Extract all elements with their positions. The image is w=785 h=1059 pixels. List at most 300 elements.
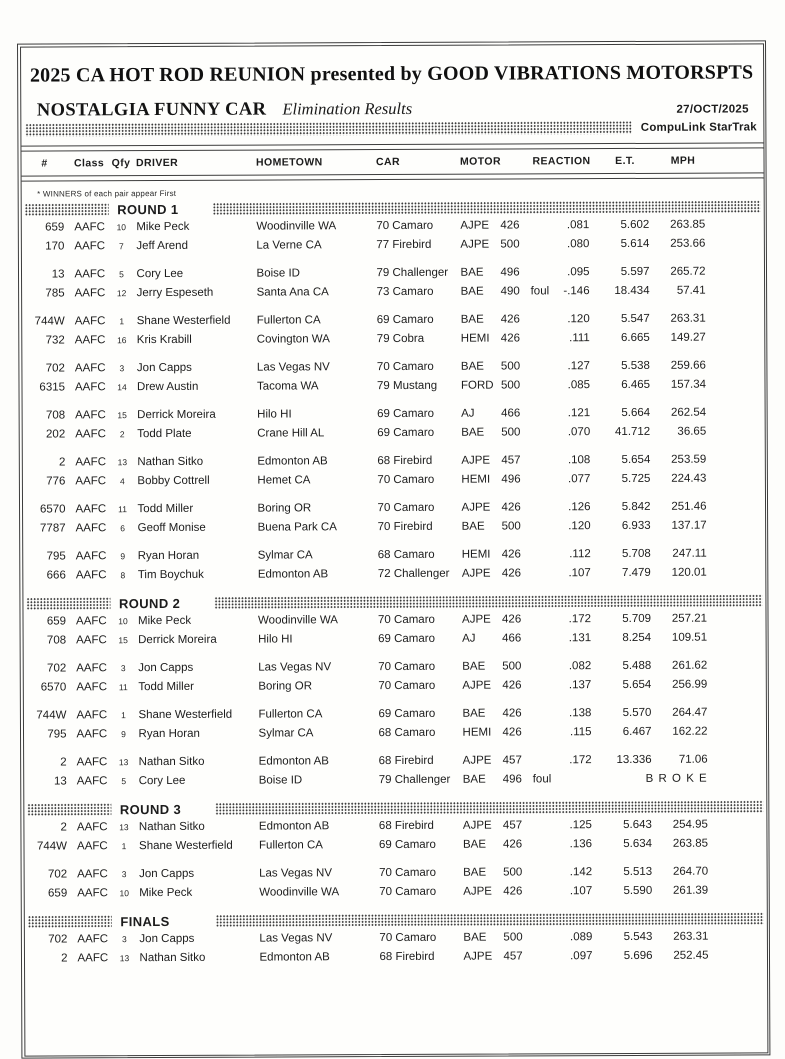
car-number-cell: 702 xyxy=(26,359,65,378)
hometown-cell: Las Vegas NV xyxy=(258,658,374,678)
et-cell: 5.602 xyxy=(593,215,649,234)
mph-cell: 264.47 xyxy=(655,703,707,722)
class-cell: AAFC xyxy=(76,566,112,585)
car-number-cell: 666 xyxy=(27,566,66,585)
motor-make: BAE xyxy=(460,263,500,282)
motor-cell xyxy=(461,451,527,470)
motor-cell xyxy=(463,928,529,947)
et-cell: 5.513 xyxy=(596,862,652,881)
car-model-cell: 68 Camaro xyxy=(378,545,458,564)
et-cell: 6.465 xyxy=(594,375,650,394)
motor-size: 426 xyxy=(502,564,521,583)
reaction-cell: -.146 xyxy=(557,282,590,301)
race-pair xyxy=(23,544,765,585)
reaction-cell: .097 xyxy=(559,947,592,966)
hometown-cell: Edmonton AB xyxy=(257,452,373,472)
car-number-cell: 732 xyxy=(26,331,65,350)
race-pair xyxy=(23,609,765,650)
motor-make: AJPE xyxy=(460,216,500,235)
qualify-cell: 5 xyxy=(110,265,132,284)
class-cell: AAFC xyxy=(77,930,113,949)
table-row xyxy=(23,628,765,650)
car-number-cell: 744W xyxy=(27,706,66,725)
motor-size: 426 xyxy=(502,545,521,564)
reaction-cell: .120 xyxy=(558,517,591,536)
qualify-cell: 7 xyxy=(110,237,132,256)
class-cell: AAFC xyxy=(74,218,110,237)
driver-cell: Ryan Horan xyxy=(138,724,254,744)
et-cell: 5.488 xyxy=(595,656,651,675)
motor-make: AJPE xyxy=(461,451,501,470)
car-number-cell: 708 xyxy=(27,631,66,650)
category-title: NOSTALGIA FUNNY CAR xyxy=(37,99,267,121)
motor-make: AJPE xyxy=(463,751,503,770)
car-number-cell: 7787 xyxy=(27,519,66,538)
driver-cell: Derrick Moreira xyxy=(138,630,254,650)
timing-system-label: CompuLink StarTrak xyxy=(641,121,757,134)
reaction-cell: .081 xyxy=(556,216,589,235)
motor-size: 496 xyxy=(501,470,520,489)
et-cell: 5.570 xyxy=(595,703,651,722)
motor-size: 457 xyxy=(503,947,522,966)
class-cell: AAFC xyxy=(76,519,112,538)
hometown-cell: Boring OR xyxy=(257,499,373,519)
car-model-cell: 79 Mustang xyxy=(377,376,457,395)
motor-cell xyxy=(462,629,528,648)
race-pair xyxy=(22,403,764,444)
et-cell: 41.712 xyxy=(594,422,650,441)
class-cell: AAFC xyxy=(75,453,111,472)
col-qfy: Qfy xyxy=(110,157,132,169)
reaction-cell: .120 xyxy=(557,310,590,329)
class-cell: AAFC xyxy=(76,612,112,631)
motor-make: AJPE xyxy=(461,498,501,517)
qualify-cell: 14 xyxy=(111,378,133,397)
qualify-cell: 3 xyxy=(113,930,135,949)
qualify-cell: 11 xyxy=(111,500,133,519)
car-model-cell: 77 Firebird xyxy=(376,235,456,254)
driver-cell: Todd Miller xyxy=(138,677,254,697)
qualify-cell: 3 xyxy=(112,659,134,678)
mph-cell: 157.34 xyxy=(654,375,706,394)
car-number-cell: 170 xyxy=(25,237,64,256)
motor-cell xyxy=(463,835,529,854)
et-cell: 5.643 xyxy=(596,815,652,834)
class-cell: AAFC xyxy=(75,378,111,397)
hometown-cell: Sylmar CA xyxy=(258,724,374,744)
et-cell: 8.254 xyxy=(595,628,651,647)
qualify-cell: 15 xyxy=(111,406,133,425)
motor-make: BAE xyxy=(461,357,501,376)
reaction-cell: .127 xyxy=(557,357,590,376)
car-number-cell: 776 xyxy=(26,472,65,491)
et-cell: 5.543 xyxy=(596,927,652,946)
qualify-cell: 11 xyxy=(112,678,134,697)
reaction-cell: .070 xyxy=(557,423,590,442)
motor-make: BAE xyxy=(463,928,503,947)
motor-cell xyxy=(463,751,529,770)
motor-cell xyxy=(463,770,529,789)
motor-cell xyxy=(462,657,528,676)
driver-cell: Bobby Cottrell xyxy=(137,471,253,491)
reaction-cell: .136 xyxy=(559,835,592,854)
qualify-cell: 15 xyxy=(112,631,134,650)
car-number-cell: 6570 xyxy=(26,500,65,519)
qualify-cell: 1 xyxy=(112,706,134,725)
table-row xyxy=(23,563,765,585)
hometown-cell: Sylmar CA xyxy=(258,546,374,566)
car-model-cell: 68 Camaro xyxy=(378,723,458,742)
race-pair xyxy=(22,309,764,350)
motor-make: AJPE xyxy=(463,816,503,835)
car-model-cell: 70 Camaro xyxy=(377,498,457,517)
hometown-cell: Hemet CA xyxy=(257,471,373,491)
class-cell: AAFC xyxy=(77,865,113,884)
mph-cell: 265.72 xyxy=(653,262,705,281)
car-number-cell: 795 xyxy=(27,725,66,744)
race-pair xyxy=(21,215,763,256)
mph-cell: 251.46 xyxy=(654,497,706,516)
driver-cell: Shane Westerfield xyxy=(138,705,254,725)
motor-size: 500 xyxy=(502,517,521,536)
mph-cell: 264.70 xyxy=(656,862,708,881)
et-cell: 5.725 xyxy=(594,469,650,488)
motor-cell xyxy=(462,545,528,564)
car-number-cell: 708 xyxy=(26,406,65,425)
driver-cell: Geoff Monise xyxy=(138,518,254,538)
table-row xyxy=(23,516,765,538)
et-cell: 5.614 xyxy=(593,234,649,253)
et-cell: 5.708 xyxy=(595,544,651,563)
hometown-cell: Fullerton CA xyxy=(259,836,375,856)
round-header xyxy=(27,800,763,816)
et-cell: 6.467 xyxy=(595,722,651,741)
reaction-cell: .077 xyxy=(557,470,590,489)
mph-cell: 149.27 xyxy=(654,328,706,347)
round-section xyxy=(24,912,766,968)
driver-cell: Nathan Sitko xyxy=(139,817,255,837)
motor-make: HEMI xyxy=(462,545,502,564)
hometown-cell: Covington WA xyxy=(257,330,373,350)
qualify-cell: 6 xyxy=(112,519,134,538)
motor-make: BAE xyxy=(463,770,503,789)
round-header xyxy=(26,594,762,610)
car-number-cell: 702 xyxy=(27,659,66,678)
hometown-cell: Fullerton CA xyxy=(257,311,373,331)
mph-cell: 224.43 xyxy=(654,469,706,488)
car-model-cell: 69 Camaro xyxy=(378,704,458,723)
motor-make: HEMI xyxy=(461,470,501,489)
motor-size: 426 xyxy=(502,723,521,742)
reaction-cell: .107 xyxy=(558,564,591,583)
motor-size: 500 xyxy=(501,423,520,442)
class-cell: AAFC xyxy=(75,312,111,331)
qualify-cell: 5 xyxy=(113,772,135,791)
motor-cell xyxy=(461,357,527,376)
reaction-cell: .137 xyxy=(558,676,591,695)
hometown-cell: Edmonton AB xyxy=(259,752,375,772)
mph-cell: 263.85 xyxy=(656,834,708,853)
driver-cell: Jon Capps xyxy=(139,864,255,884)
foul-flag-cell: foul xyxy=(533,770,559,789)
driver-cell: Tim Boychuk xyxy=(138,565,254,585)
class-cell: AAFC xyxy=(76,725,112,744)
car-number-cell: 202 xyxy=(26,425,65,444)
motor-cell xyxy=(462,517,528,536)
col-mph: MPH xyxy=(657,154,709,166)
et-cell: 5.597 xyxy=(593,262,649,281)
class-cell: AAFC xyxy=(76,659,112,678)
timing-row xyxy=(25,120,757,137)
hometown-cell: Hilo HI xyxy=(257,405,373,425)
motor-size: 500 xyxy=(502,657,521,676)
driver-cell: Cory Lee xyxy=(139,771,255,791)
driver-cell: Jeff Arend xyxy=(136,236,252,256)
motor-make: AJPE xyxy=(460,235,500,254)
motor-size: 426 xyxy=(501,498,520,517)
motor-size: 426 xyxy=(503,835,522,854)
class-cell: AAFC xyxy=(75,406,111,425)
motor-make: AJ xyxy=(462,629,502,648)
dotted-separator xyxy=(212,200,760,214)
driver-cell: Todd Miller xyxy=(137,499,253,519)
motor-cell xyxy=(461,404,527,423)
race-pair xyxy=(23,656,765,697)
reaction-cell: .111 xyxy=(557,329,590,348)
car-model-cell: 70 Camaro xyxy=(378,657,458,676)
table-row xyxy=(22,328,764,350)
mph-cell: 71.06 xyxy=(656,750,708,769)
qualify-cell: 2 xyxy=(111,425,133,444)
et-cell: 5.664 xyxy=(594,403,650,422)
mph-cell: 120.01 xyxy=(655,563,707,582)
qualify-cell: 9 xyxy=(112,547,134,566)
motor-make: AJPE xyxy=(462,610,502,629)
motor-make: BAE xyxy=(463,835,503,854)
car-model-cell: 79 Challenger xyxy=(379,770,459,789)
col-reaction: REACTION xyxy=(530,155,593,167)
driver-cell: Jerry Espeseth xyxy=(137,283,253,303)
motor-size: 490 xyxy=(501,282,520,301)
class-cell: AAFC xyxy=(77,949,113,968)
et-cell: 5.654 xyxy=(594,450,650,469)
hometown-cell: Hilo HI xyxy=(258,630,374,650)
class-cell: AAFC xyxy=(75,425,111,444)
event-date: 27/OCT/2025 xyxy=(676,103,748,115)
reaction-cell: .172 xyxy=(558,610,591,629)
et-cell: 5.654 xyxy=(595,675,651,694)
results-sheet xyxy=(20,43,768,1056)
motor-size: 426 xyxy=(502,704,521,723)
mph-cell: 257.21 xyxy=(655,609,707,628)
qualify-cell: 3 xyxy=(111,359,133,378)
class-cell: AAFC xyxy=(75,472,111,491)
qualify-cell: 13 xyxy=(113,753,135,772)
motor-size: 426 xyxy=(500,216,519,235)
qualify-cell: 13 xyxy=(111,453,133,472)
race-pair xyxy=(24,927,766,968)
motor-size: 426 xyxy=(502,676,521,695)
table-row xyxy=(21,234,763,256)
et-cell: 5.538 xyxy=(594,356,650,375)
mph-cell: 263.31 xyxy=(656,927,708,946)
subtitle-row xyxy=(37,97,749,120)
et-cell: 5.547 xyxy=(594,309,650,328)
foul-flag-cell: foul xyxy=(531,282,557,301)
class-cell: AAFC xyxy=(77,884,113,903)
driver-cell: Nathan Sitko xyxy=(139,948,255,968)
hometown-cell: Boring OR xyxy=(258,677,374,697)
car-model-cell: 69 Camaro xyxy=(377,423,457,442)
mph-cell: 261.39 xyxy=(656,881,708,900)
motor-make: BAE xyxy=(461,310,501,329)
hometown-cell: Edmonton AB xyxy=(259,948,375,968)
class-cell: AAFC xyxy=(75,500,111,519)
qualify-cell: 8 xyxy=(112,566,134,585)
table-row xyxy=(23,722,765,744)
motor-cell xyxy=(461,498,527,517)
race-pair xyxy=(21,262,763,303)
race-pair xyxy=(24,862,766,903)
motor-size: 426 xyxy=(503,882,522,901)
motor-size: 500 xyxy=(501,376,520,395)
round-label: ROUND 1 xyxy=(108,201,212,216)
mph-cell: 262.54 xyxy=(654,403,706,422)
broke-note-cell: B R O K E xyxy=(596,769,708,788)
motor-make: BAE xyxy=(461,423,501,442)
table-row xyxy=(22,281,764,303)
reaction-cell: .085 xyxy=(557,376,590,395)
col-et: E.T. xyxy=(597,154,653,166)
class-cell: AAFC xyxy=(76,631,112,650)
hometown-cell: Fullerton CA xyxy=(258,705,374,725)
round-header xyxy=(24,200,760,216)
car-number-cell: 702 xyxy=(28,930,67,949)
motor-cell xyxy=(461,329,527,348)
class-cell: AAFC xyxy=(75,359,111,378)
et-cell: 18.434 xyxy=(594,281,650,300)
driver-cell: Drew Austin xyxy=(137,377,253,397)
table-row xyxy=(24,946,766,968)
motor-make: AJPE xyxy=(462,676,502,695)
class-cell: AAFC xyxy=(77,772,113,791)
hometown-cell: Woodinville WA xyxy=(256,217,372,237)
car-model-cell: 79 Cobra xyxy=(377,329,457,348)
car-number-cell: 785 xyxy=(26,284,65,303)
car-number-cell: 659 xyxy=(25,218,64,237)
race-pair xyxy=(22,356,764,397)
car-number-cell: 744W xyxy=(28,837,67,856)
col-hometown: HOMETOWN xyxy=(256,156,372,169)
driver-cell: Cory Lee xyxy=(136,264,252,284)
car-model-cell: 70 Camaro xyxy=(379,863,459,882)
reaction-cell: .089 xyxy=(559,928,592,947)
page-border xyxy=(17,40,770,1058)
mph-cell: 253.66 xyxy=(653,234,705,253)
driver-cell: Ryan Horan xyxy=(138,546,254,566)
car-number-cell: 659 xyxy=(27,612,66,631)
qualify-cell: 10 xyxy=(110,218,132,237)
motor-make: BAE xyxy=(462,704,502,723)
mph-cell: 109.51 xyxy=(655,628,707,647)
dotted-separator xyxy=(24,203,108,215)
race-pair xyxy=(24,750,766,791)
motor-make: HEMI xyxy=(461,329,501,348)
mph-cell: 261.62 xyxy=(655,656,707,675)
hometown-cell: Edmonton AB xyxy=(258,565,374,585)
table-row xyxy=(22,422,764,444)
qualify-cell: 10 xyxy=(112,612,134,631)
hometown-cell: Tacoma WA xyxy=(257,377,373,397)
mph-cell: 259.66 xyxy=(654,356,706,375)
et-cell: 5.842 xyxy=(594,497,650,516)
dotted-separator xyxy=(215,912,763,926)
mph-cell: 36.65 xyxy=(654,422,706,441)
car-model-cell: 70 Camaro xyxy=(379,928,459,947)
car-number-cell: 659 xyxy=(28,884,67,903)
mph-cell: 254.95 xyxy=(656,815,708,834)
reaction-cell: .138 xyxy=(558,704,591,723)
qualify-cell: 4 xyxy=(111,472,133,491)
motor-make: BAE xyxy=(462,657,502,676)
dotted-separator xyxy=(27,915,111,927)
motor-size: 457 xyxy=(501,451,520,470)
hometown-cell: Las Vegas NV xyxy=(259,929,375,949)
mph-cell: 253.59 xyxy=(654,450,706,469)
driver-cell: Mike Peck xyxy=(136,217,252,237)
motor-make: AJPE xyxy=(463,947,503,966)
motor-cell xyxy=(460,216,526,235)
table-row xyxy=(24,881,766,903)
reaction-cell: .095 xyxy=(556,263,589,282)
class-cell: AAFC xyxy=(74,237,110,256)
motor-make: FORD xyxy=(461,376,501,395)
round-section xyxy=(24,800,766,903)
motor-cell xyxy=(463,816,529,835)
motor-size: 466 xyxy=(502,629,521,648)
event-title: 2025 CA HOT ROD REUNION presented by GOOD VIBRATIONS MOTORSPTS xyxy=(21,58,763,89)
reaction-cell: .080 xyxy=(556,235,589,254)
car-model-cell: 69 Camaro xyxy=(377,310,457,329)
et-cell: 13.336 xyxy=(596,750,652,769)
class-cell: AAFC xyxy=(77,753,113,772)
race-pair xyxy=(23,703,765,744)
car-model-cell: 72 Challenger xyxy=(378,564,458,583)
motor-cell xyxy=(461,310,527,329)
motor-cell xyxy=(460,235,526,254)
hometown-cell: Santa Ana CA xyxy=(257,283,373,303)
motor-size: 466 xyxy=(501,404,520,423)
motor-cell xyxy=(462,564,528,583)
et-cell: 5.634 xyxy=(596,834,652,853)
car-model-cell: 68 Firebird xyxy=(379,751,459,770)
motor-size: 500 xyxy=(501,357,520,376)
driver-cell: Derrick Moreira xyxy=(137,405,253,425)
class-cell: AAFC xyxy=(75,331,111,350)
driver-cell: Shane Westerfield xyxy=(139,836,255,856)
car-model-cell: 69 Camaro xyxy=(379,835,459,854)
hometown-cell: Las Vegas NV xyxy=(257,358,373,378)
driver-cell: Mike Peck xyxy=(138,611,254,631)
table-row xyxy=(23,675,765,697)
qualify-cell: 12 xyxy=(111,284,133,303)
motor-cell xyxy=(461,423,527,442)
round-section xyxy=(21,200,765,585)
class-cell: AAFC xyxy=(76,706,112,725)
mph-cell: 162.22 xyxy=(655,722,707,741)
hometown-cell: Boise ID xyxy=(256,264,372,284)
class-cell: AAFC xyxy=(76,547,112,566)
